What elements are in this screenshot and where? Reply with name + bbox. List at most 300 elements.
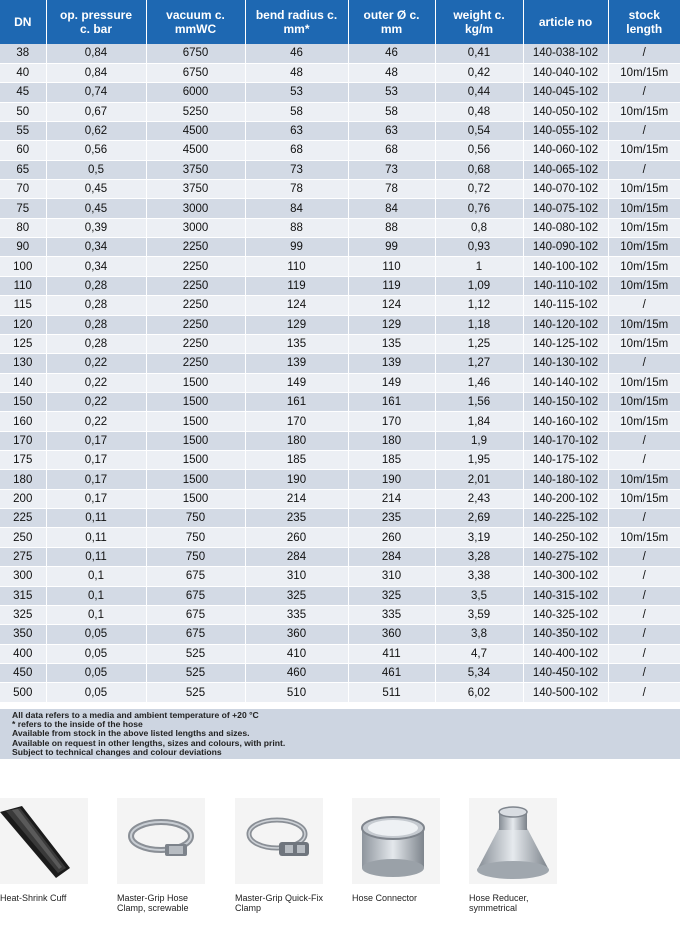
table-row (0, 586, 680, 605)
cell-vacuum: 750 (146, 509, 245, 528)
cell-stock-length: / (608, 296, 680, 315)
cell-stock-length: 10m/15m (608, 528, 680, 547)
cell-weight: 0,54 (435, 121, 523, 140)
cell-weight: 1,25 (435, 334, 523, 353)
cell-vacuum: 2250 (146, 315, 245, 334)
cell-bend-radius: 68 (245, 141, 348, 160)
cell-weight: 3,8 (435, 625, 523, 644)
cell-stock-length: 10m/15m (608, 218, 680, 237)
cell-vacuum: 2250 (146, 238, 245, 257)
table-row (0, 83, 680, 102)
cell-outer-diameter: 53 (348, 83, 435, 102)
cell-article-no: 140-065-102 (523, 160, 608, 179)
cell-op-pressure: 0,05 (46, 683, 146, 702)
cell-weight: 0,76 (435, 199, 523, 218)
cell-stock-length: / (608, 160, 680, 179)
heat-shrink-cuff-icon (0, 798, 88, 884)
table-row (0, 102, 680, 121)
cell-outer-diameter: 58 (348, 102, 435, 121)
cell-article-no: 140-150-102 (523, 392, 608, 411)
cell-weight: 2,01 (435, 470, 523, 489)
cell-vacuum: 675 (146, 567, 245, 586)
cell-op-pressure: 0,22 (46, 373, 146, 392)
cell-dn: 60 (0, 141, 46, 160)
table-row (0, 334, 680, 353)
cell-article-no: 140-075-102 (523, 199, 608, 218)
cell-vacuum: 3000 (146, 218, 245, 237)
cell-bend-radius: 58 (245, 102, 348, 121)
cell-outer-diameter: 284 (348, 547, 435, 566)
cell-vacuum: 5250 (146, 102, 245, 121)
cell-article-no: 140-038-102 (523, 44, 608, 63)
cell-stock-length: / (608, 83, 680, 102)
cell-weight: 5,34 (435, 664, 523, 683)
cell-outer-diameter: 46 (348, 44, 435, 63)
cell-outer-diameter: 78 (348, 180, 435, 199)
col-header-dn: DN (0, 0, 46, 44)
cell-weight: 4,7 (435, 644, 523, 663)
cell-outer-diameter: 260 (348, 528, 435, 547)
cell-bend-radius: 63 (245, 121, 348, 140)
cell-vacuum: 4500 (146, 141, 245, 160)
cell-bend-radius: 119 (245, 276, 348, 295)
cell-op-pressure: 0,5 (46, 160, 146, 179)
cell-article-no: 140-120-102 (523, 315, 608, 334)
table-row (0, 683, 680, 702)
cell-weight: 0,48 (435, 102, 523, 121)
cell-outer-diameter: 180 (348, 431, 435, 450)
cell-vacuum: 2250 (146, 296, 245, 315)
accessory-label: Hose Connector (352, 893, 418, 903)
table-row (0, 315, 680, 334)
cell-bend-radius: 135 (245, 334, 348, 353)
cell-vacuum: 2250 (146, 334, 245, 353)
cell-stock-length: / (608, 567, 680, 586)
cell-dn: 115 (0, 296, 46, 315)
cell-weight: 1,46 (435, 373, 523, 392)
cell-bend-radius: 139 (245, 354, 348, 373)
cell-stock-length: 10m/15m (608, 238, 680, 257)
cell-outer-diameter: 235 (348, 509, 435, 528)
cell-article-no: 140-115-102 (523, 296, 608, 315)
cell-op-pressure: 0,11 (46, 528, 146, 547)
cell-bend-radius: 78 (245, 180, 348, 199)
table-row (0, 489, 680, 508)
cell-bend-radius: 335 (245, 605, 348, 624)
cell-stock-length: 10m/15m (608, 102, 680, 121)
col-header-vacuum: vacuum c. mmWC (146, 0, 245, 44)
cell-article-no: 140-110-102 (523, 276, 608, 295)
cell-stock-length: 10m/15m (608, 141, 680, 160)
cell-article-no: 140-055-102 (523, 121, 608, 140)
cell-weight: 1 (435, 257, 523, 276)
cell-op-pressure: 0,84 (46, 63, 146, 82)
note-line: All data refers to a media and ambient temperature of +20 °C (12, 710, 259, 720)
cell-outer-diameter: 119 (348, 276, 435, 295)
cell-bend-radius: 124 (245, 296, 348, 315)
table-row (0, 664, 680, 683)
cell-op-pressure: 0,1 (46, 586, 146, 605)
cell-weight: 2,43 (435, 489, 523, 508)
cell-stock-length: / (608, 509, 680, 528)
cell-op-pressure: 0,05 (46, 644, 146, 663)
cell-outer-diameter: 461 (348, 664, 435, 683)
cell-outer-diameter: 149 (348, 373, 435, 392)
cell-bend-radius: 325 (245, 586, 348, 605)
table-row (0, 470, 680, 489)
table-row (0, 238, 680, 257)
cell-article-no: 140-045-102 (523, 83, 608, 102)
cell-article-no: 140-450-102 (523, 664, 608, 683)
cell-dn: 130 (0, 354, 46, 373)
cell-weight: 0,41 (435, 44, 523, 63)
quick-fix-clamp-icon (235, 798, 323, 884)
cell-vacuum: 1500 (146, 392, 245, 411)
cell-dn: 250 (0, 528, 46, 547)
table-row (0, 160, 680, 179)
cell-outer-diameter: 190 (348, 470, 435, 489)
cell-article-no: 140-175-102 (523, 451, 608, 470)
cell-outer-diameter: 139 (348, 354, 435, 373)
cell-weight: 2,69 (435, 509, 523, 528)
cell-outer-diameter: 511 (348, 683, 435, 702)
cell-article-no: 140-275-102 (523, 547, 608, 566)
cell-stock-length: 10m/15m (608, 412, 680, 431)
cell-stock-length: / (608, 644, 680, 663)
cell-stock-length: / (608, 547, 680, 566)
cell-article-no: 140-060-102 (523, 141, 608, 160)
cell-stock-length: / (608, 431, 680, 450)
cell-bend-radius: 170 (245, 412, 348, 431)
cell-article-no: 140-300-102 (523, 567, 608, 586)
cell-bend-radius: 310 (245, 567, 348, 586)
table-header-row (0, 0, 680, 44)
cell-vacuum: 3750 (146, 160, 245, 179)
cell-outer-diameter: 310 (348, 567, 435, 586)
cell-vacuum: 1500 (146, 489, 245, 508)
cell-outer-diameter: 135 (348, 334, 435, 353)
cell-outer-diameter: 170 (348, 412, 435, 431)
cell-dn: 110 (0, 276, 46, 295)
cell-vacuum: 1500 (146, 373, 245, 392)
cell-article-no: 140-140-102 (523, 373, 608, 392)
table-row (0, 644, 680, 663)
cell-dn: 140 (0, 373, 46, 392)
cell-vacuum: 675 (146, 605, 245, 624)
cell-stock-length: 10m/15m (608, 180, 680, 199)
table-row (0, 373, 680, 392)
cell-weight: 3,19 (435, 528, 523, 547)
cell-dn: 315 (0, 586, 46, 605)
table-row (0, 141, 680, 160)
cell-stock-length: / (608, 451, 680, 470)
cell-outer-diameter: 48 (348, 63, 435, 82)
cell-weight: 1,9 (435, 431, 523, 450)
col-header-outer-diameter: outer Ø c. mm (348, 0, 435, 44)
cell-stock-length: / (608, 354, 680, 373)
cell-article-no: 140-350-102 (523, 625, 608, 644)
cell-dn: 225 (0, 509, 46, 528)
table-row (0, 218, 680, 237)
cell-vacuum: 1500 (146, 412, 245, 431)
cell-stock-length: 10m/15m (608, 63, 680, 82)
cell-op-pressure: 0,11 (46, 547, 146, 566)
cell-dn: 300 (0, 567, 46, 586)
cell-op-pressure: 0,28 (46, 276, 146, 295)
cell-stock-length: / (608, 625, 680, 644)
cell-article-no: 140-070-102 (523, 180, 608, 199)
cell-stock-length: 10m/15m (608, 373, 680, 392)
table-row (0, 451, 680, 470)
table-row (0, 412, 680, 431)
cell-outer-diameter: 124 (348, 296, 435, 315)
cell-vacuum: 3000 (146, 199, 245, 218)
cell-op-pressure: 0,17 (46, 431, 146, 450)
cell-vacuum: 675 (146, 586, 245, 605)
cell-op-pressure: 0,22 (46, 354, 146, 373)
notes-box (0, 709, 680, 759)
cell-article-no: 140-400-102 (523, 644, 608, 663)
col-header-stock-length: stock length (608, 0, 680, 44)
cell-bend-radius: 149 (245, 373, 348, 392)
cell-stock-length: 10m/15m (608, 392, 680, 411)
cell-bend-radius: 48 (245, 63, 348, 82)
cell-article-no: 140-160-102 (523, 412, 608, 431)
cell-outer-diameter: 129 (348, 315, 435, 334)
hose-clamp-icon (117, 798, 205, 884)
cell-stock-length: 10m/15m (608, 489, 680, 508)
cell-weight: 1,09 (435, 276, 523, 295)
cell-dn: 275 (0, 547, 46, 566)
accessory-label: Hose Reducer, symmetrical (469, 893, 529, 913)
cell-bend-radius: 110 (245, 257, 348, 276)
cell-article-no: 140-050-102 (523, 102, 608, 121)
col-header-article-no: article no (523, 0, 608, 44)
cell-weight: 3,38 (435, 567, 523, 586)
cell-op-pressure: 0,56 (46, 141, 146, 160)
cell-weight: 0,72 (435, 180, 523, 199)
cell-article-no: 140-100-102 (523, 257, 608, 276)
accessory-label: Master-Grip Hose Clamp, screwable (117, 893, 189, 913)
cell-dn: 175 (0, 451, 46, 470)
cell-bend-radius: 84 (245, 199, 348, 218)
cell-bend-radius: 185 (245, 451, 348, 470)
cell-weight: 1,12 (435, 296, 523, 315)
cell-op-pressure: 0,34 (46, 257, 146, 276)
cell-vacuum: 675 (146, 625, 245, 644)
cell-weight: 1,84 (435, 412, 523, 431)
table-row (0, 121, 680, 140)
cell-vacuum: 750 (146, 528, 245, 547)
cell-vacuum: 1500 (146, 470, 245, 489)
cell-stock-length: / (608, 664, 680, 683)
table-row (0, 547, 680, 566)
cell-dn: 400 (0, 644, 46, 663)
cell-vacuum: 3750 (146, 180, 245, 199)
table-row (0, 354, 680, 373)
col-header-weight: weight c. kg/m (435, 0, 523, 44)
table-row (0, 276, 680, 295)
cell-bend-radius: 88 (245, 218, 348, 237)
cell-op-pressure: 0,34 (46, 238, 146, 257)
cell-bend-radius: 235 (245, 509, 348, 528)
cell-dn: 350 (0, 625, 46, 644)
table-row (0, 605, 680, 624)
cell-stock-length: 10m/15m (608, 257, 680, 276)
table-row (0, 528, 680, 547)
cell-bend-radius: 284 (245, 547, 348, 566)
cell-outer-diameter: 325 (348, 586, 435, 605)
cell-article-no: 140-200-102 (523, 489, 608, 508)
hose-reducer-icon (469, 798, 557, 884)
cell-weight: 0,42 (435, 63, 523, 82)
cell-bend-radius: 260 (245, 528, 348, 547)
cell-op-pressure: 0,28 (46, 334, 146, 353)
cell-article-no: 140-170-102 (523, 431, 608, 450)
table-row (0, 509, 680, 528)
cell-dn: 90 (0, 238, 46, 257)
cell-outer-diameter: 99 (348, 238, 435, 257)
note-line: * refers to the inside of the hose (12, 719, 143, 730)
cell-stock-length: / (608, 586, 680, 605)
cell-vacuum: 1500 (146, 451, 245, 470)
cell-outer-diameter: 185 (348, 451, 435, 470)
cell-outer-diameter: 110 (348, 257, 435, 276)
cell-op-pressure: 0,45 (46, 180, 146, 199)
cell-op-pressure: 0,17 (46, 489, 146, 508)
cell-article-no: 140-090-102 (523, 238, 608, 257)
cell-dn: 325 (0, 605, 46, 624)
cell-article-no: 140-130-102 (523, 354, 608, 373)
table-body (0, 44, 680, 702)
cell-outer-diameter: 63 (348, 121, 435, 140)
cell-article-no: 140-125-102 (523, 334, 608, 353)
cell-weight: 3,5 (435, 586, 523, 605)
cell-dn: 150 (0, 392, 46, 411)
cell-bend-radius: 510 (245, 683, 348, 702)
accessory-hose-reducer (469, 798, 559, 913)
table-row (0, 257, 680, 276)
cell-dn: 500 (0, 683, 46, 702)
accessory-hose-clamp (117, 798, 207, 913)
cell-dn: 50 (0, 102, 46, 121)
cell-outer-diameter: 411 (348, 644, 435, 663)
cell-article-no: 140-250-102 (523, 528, 608, 547)
cell-weight: 1,27 (435, 354, 523, 373)
accessory-label: Heat-Shrink Cuff (0, 893, 67, 903)
accessory-quick-fix-clamp (235, 798, 325, 913)
cell-weight: 1,56 (435, 392, 523, 411)
cell-dn: 170 (0, 431, 46, 450)
cell-stock-length: / (608, 683, 680, 702)
cell-op-pressure: 0,17 (46, 451, 146, 470)
cell-bend-radius: 190 (245, 470, 348, 489)
cell-article-no: 140-040-102 (523, 63, 608, 82)
cell-vacuum: 2250 (146, 354, 245, 373)
cell-vacuum: 2250 (146, 276, 245, 295)
cell-vacuum: 750 (146, 547, 245, 566)
cell-dn: 55 (0, 121, 46, 140)
cell-vacuum: 6750 (146, 44, 245, 63)
cell-outer-diameter: 84 (348, 199, 435, 218)
cell-bend-radius: 46 (245, 44, 348, 63)
table-row (0, 180, 680, 199)
cell-op-pressure: 0,05 (46, 664, 146, 683)
cell-stock-length: / (608, 605, 680, 624)
cell-dn: 70 (0, 180, 46, 199)
cell-bend-radius: 214 (245, 489, 348, 508)
cell-weight: 3,28 (435, 547, 523, 566)
cell-bend-radius: 360 (245, 625, 348, 644)
cell-bend-radius: 129 (245, 315, 348, 334)
cell-vacuum: 525 (146, 664, 245, 683)
cell-article-no: 140-325-102 (523, 605, 608, 624)
cell-weight: 0,56 (435, 141, 523, 160)
cell-op-pressure: 0,62 (46, 121, 146, 140)
cell-weight: 3,59 (435, 605, 523, 624)
cell-vacuum: 525 (146, 683, 245, 702)
cell-stock-length: 10m/15m (608, 199, 680, 218)
cell-weight: 1,95 (435, 451, 523, 470)
table-row (0, 44, 680, 63)
cell-op-pressure: 0,28 (46, 315, 146, 334)
table-row (0, 392, 680, 411)
cell-bend-radius: 180 (245, 431, 348, 450)
cell-article-no: 140-080-102 (523, 218, 608, 237)
cell-op-pressure: 0,28 (46, 296, 146, 315)
cell-weight: 0,44 (435, 83, 523, 102)
cell-dn: 45 (0, 83, 46, 102)
cell-weight: 1,18 (435, 315, 523, 334)
cell-article-no: 140-500-102 (523, 683, 608, 702)
cell-op-pressure: 0,74 (46, 83, 146, 102)
cell-weight: 6,02 (435, 683, 523, 702)
cell-bend-radius: 73 (245, 160, 348, 179)
cell-article-no: 140-315-102 (523, 586, 608, 605)
cell-op-pressure: 0,84 (46, 44, 146, 63)
cell-stock-length: 10m/15m (608, 334, 680, 353)
cell-outer-diameter: 161 (348, 392, 435, 411)
cell-bend-radius: 410 (245, 644, 348, 663)
cell-outer-diameter: 88 (348, 218, 435, 237)
cell-weight: 0,68 (435, 160, 523, 179)
cell-op-pressure: 0,39 (46, 218, 146, 237)
cell-dn: 450 (0, 664, 46, 683)
table-row (0, 199, 680, 218)
cell-bend-radius: 53 (245, 83, 348, 102)
cell-bend-radius: 460 (245, 664, 348, 683)
cell-stock-length: / (608, 121, 680, 140)
col-header-op-pressure: op. pressure c. bar (46, 0, 146, 44)
accessory-label: Master-Grip Quick-Fix Clamp (235, 893, 324, 913)
cell-dn: 38 (0, 44, 46, 63)
cell-outer-diameter: 73 (348, 160, 435, 179)
cell-outer-diameter: 360 (348, 625, 435, 644)
cell-vacuum: 6750 (146, 63, 245, 82)
cell-op-pressure: 0,67 (46, 102, 146, 121)
cell-dn: 200 (0, 489, 46, 508)
cell-dn: 120 (0, 315, 46, 334)
table-row (0, 567, 680, 586)
cell-vacuum: 525 (146, 644, 245, 663)
cell-bend-radius: 99 (245, 238, 348, 257)
cell-outer-diameter: 214 (348, 489, 435, 508)
note-line: Available on request in other lengths, sizes and colours, with print. (12, 737, 286, 748)
cell-dn: 65 (0, 160, 46, 179)
accessory-hose-connector (352, 798, 442, 904)
cell-stock-length: 10m/15m (608, 276, 680, 295)
cell-dn: 160 (0, 412, 46, 431)
